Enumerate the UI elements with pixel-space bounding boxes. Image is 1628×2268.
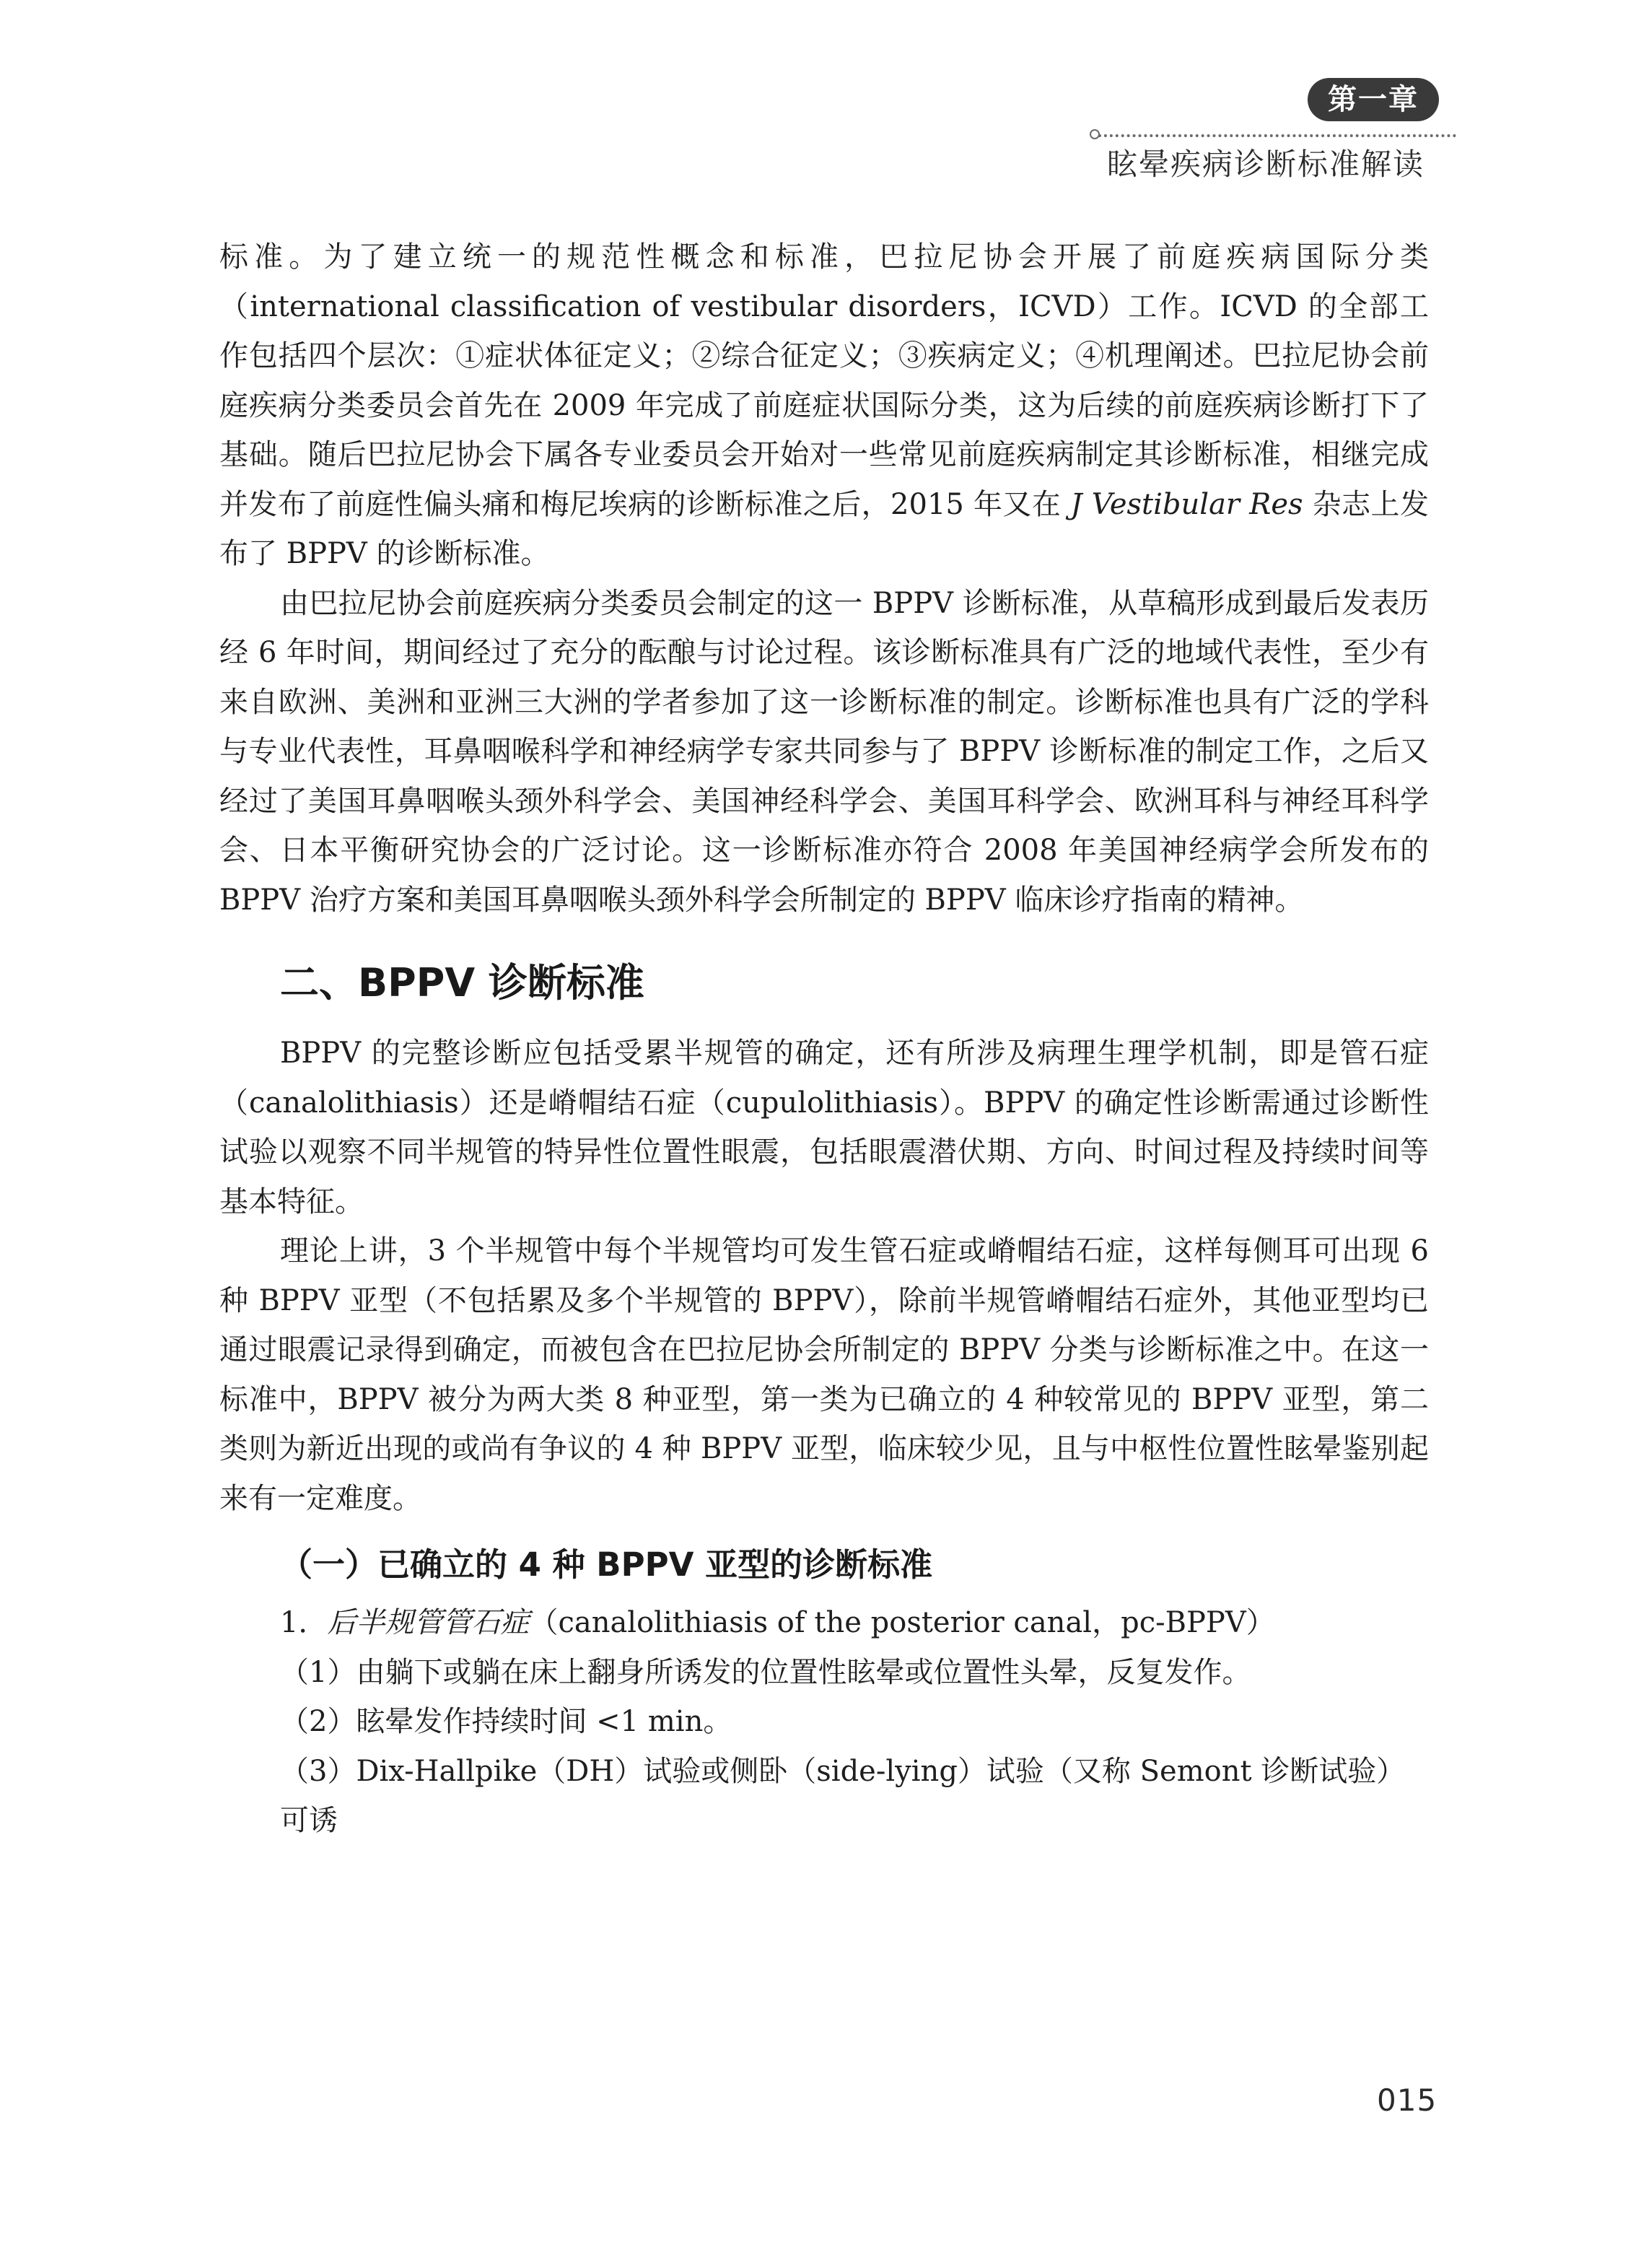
criterion-item: （2）眩晕发作持续时间 <1 min。 [280,1705,732,1738]
paragraph-icvd-text: 标准。为了建立统一的规范性概念和标准，巴拉尼协会开展了前庭疾病国际分类（international classification of vestibular disorders，ICVD）工作。ICVD 的全部工作包括四个层次：①症状体征定义；②综合征定义；③疾病定义；④机理阐述。巴拉尼协会前庭疾病分类委员会首先在 2009 年完成了前庭症状国际分类，这为后续的前庭疾病诊断打下了基础。随后巴拉尼协会下属各专业委员会开始对一些常见前庭疾病制定其诊断标准，相继完成并发布了前庭性偏头痛和梅尼埃病的诊断标准之后，2015 年又在 [219,240,1429,521]
criterion-item: （1）由躺下或躺在床上翻身所诱发的位置性眩晕或位置性头晕，反复发作。 [280,1655,1251,1689]
paragraph-icvd-tail: 杂志上发布了 BPPV 的诊断标准。 [219,487,1429,570]
journal-name: J Vestibular Res [1070,487,1303,521]
item-detail: （canalolithiasis of the posterior canal，pc-BPPV） [529,1606,1275,1639]
chapter-badge: 第一章 [1308,78,1439,121]
paragraph-subtypes: 理论上讲，3 个半规管中每个半规管均可发生管石症或嵴帽结石症，这样每侧耳可出现 6 种 BPPV 亚型（不包括累及多个半规管的 BPPV），除前半规管嵴帽结石症外，其他亚型均已通过眼震记录得到确定，而被包含在巴拉尼协会所制定的 BPPV 分类与诊断标准之中。在这一标准中，BPPV 被分为两大类 8 种亚型，第一类为已确立的 4 种较常见的 BPPV 亚型，第二类则为新近出现的或尚有争议的 4 种 BPPV 亚型，临床较少见，且与中枢性位置性眩晕鉴别起来有一定难度。 [219,1234,1429,1515]
paragraph-complete-diagnosis: BPPV 的完整诊断应包括受累半规管的确定，还有所涉及病理生理学机制，即是管石症（canalolithiasis）还是嵴帽结石症（cupulolithiasis）。BPPV 的确定性诊断需通过诊断性试验以观察不同半规管的特异性位置性眼震，包括眼震潜伏期、方向、时间过程及持续时间等基本特征。 [219,1037,1429,1218]
subsection-title: （一）已确立的 4 种 BPPV 亚型的诊断标准 [280,1545,933,1584]
item-number: 1． [280,1606,328,1639]
item-heading-pc-bppv [219,1598,1429,1648]
item-name: 后半规管管石症 [327,1606,530,1639]
section-title: 二、BPPV 诊断标准 [280,960,644,1006]
criterion-item: （3）Dix-Hallpike（DH）试验或侧卧（side-lying）试验（又称 Semont 诊断试验）可诱 [280,1754,1406,1837]
page-number: 015 [1377,2082,1437,2118]
paragraph-standard-origin: 由巴拉尼协会前庭疾病分类委员会制定的这一 BPPV 诊断标准，从草稿形成到最后发表历经 6 年时间，期间经过了充分的酝酿与讨论过程。该诊断标准具有广泛的地域代表性，至少有来自欧洲、美洲和亚洲三大洲的学者参加了这一诊断标准的制定。诊断标准也具有广泛的学科与专业代表性，耳鼻咽喉科学和神经病学专家共同参与了 BPPV 诊断标准的制定工作，之后又经过了美国耳鼻咽喉头颈外科学会、美国神经科学会、美国耳科学会、欧洲耳科与神经耳科学会、日本平衡研究协会的广泛讨论。这一诊断标准亦符合 2008 年美国神经病学会所发布的 BPPV 治疗方案和美国耳鼻咽喉头颈外科学会所制定的 BPPV 临床诊疗指南的精神。 [219,586,1429,917]
page-body [219,232,1429,1846]
header-rule [1098,134,1456,137]
paragraph-icvd [219,232,1429,579]
running-title: 眩晕疾病诊断标准解读 [1106,147,1424,182]
